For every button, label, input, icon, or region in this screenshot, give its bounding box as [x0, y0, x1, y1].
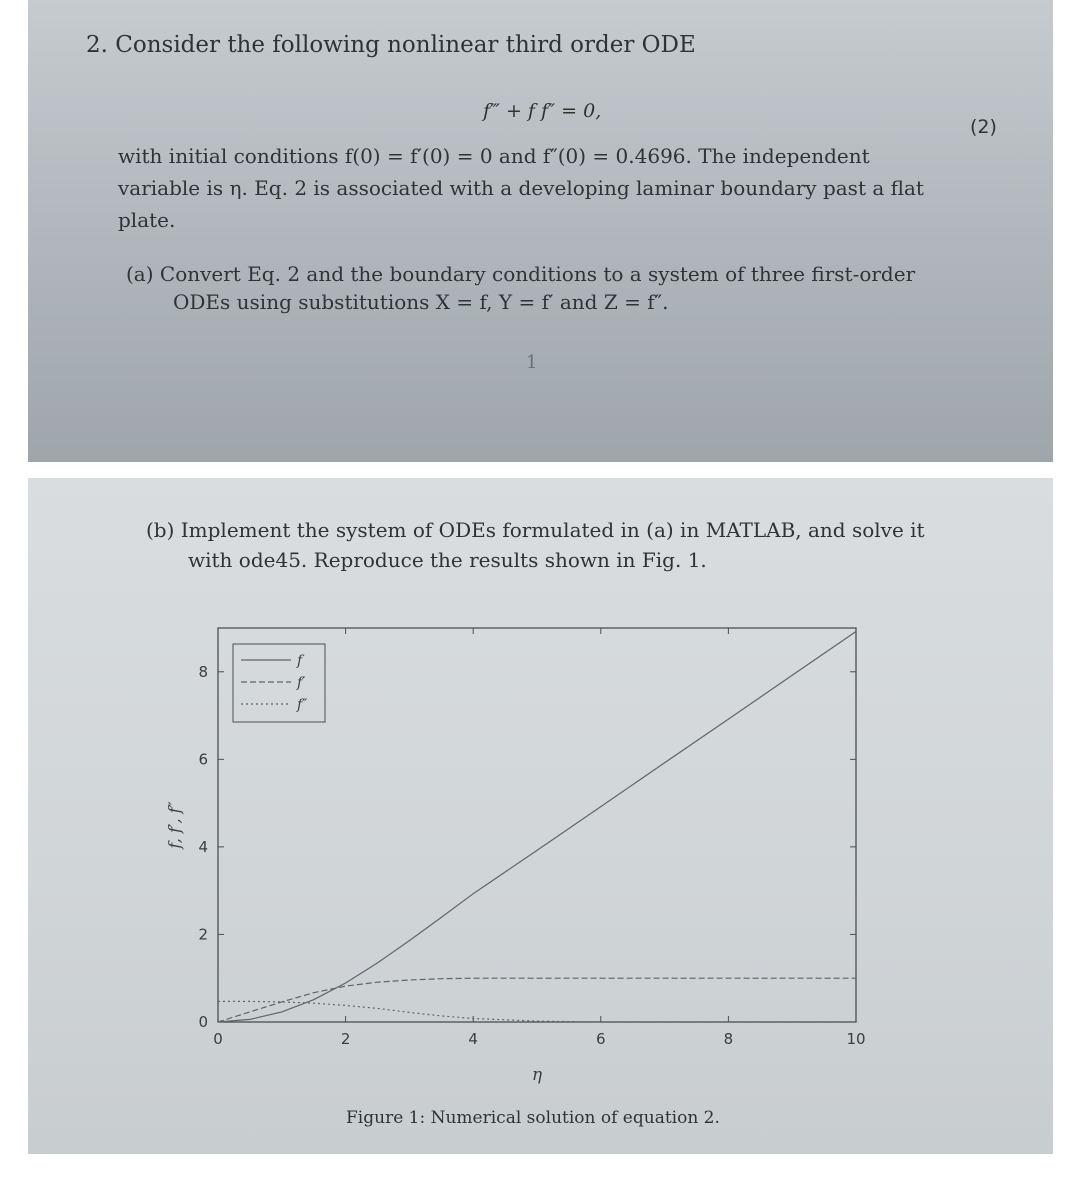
conditions-line-2: variable is η. Eq. 2 is associated with a developing laminar boundary past a flat	[118, 176, 924, 200]
y-tick-label: 0	[198, 1013, 208, 1031]
tick-labels	[198, 663, 865, 1048]
figure-caption: Figure 1: Numerical solution of equation 2.	[346, 1108, 720, 1128]
part-b-line-2: with ode45. Reproduce the results shown in Fig. 1.	[188, 548, 707, 572]
series-line-0	[218, 632, 856, 1023]
conditions-line-3: plate.	[118, 208, 176, 232]
legend-label: f′	[297, 675, 306, 691]
part-a-line-1: (a) Convert Eq. 2 and the boundary conditions to a system of three first-order	[126, 262, 916, 286]
axis-ticks	[218, 628, 856, 1022]
x-tick-label: 0	[213, 1030, 223, 1048]
y-tick-label: 8	[198, 662, 208, 681]
x-tick-label: 10	[846, 1030, 866, 1048]
legend-label: f	[297, 653, 303, 669]
x-tick-label: 2	[340, 1030, 351, 1048]
series-lines	[218, 632, 856, 1023]
conditions-line-1: with initial conditions f(0) = f′(0) = 0 and f″(0) = 0.4696. The independent	[118, 144, 870, 168]
x-tick-label: 6	[596, 1030, 606, 1048]
legend-box	[233, 644, 325, 722]
legend	[233, 644, 325, 722]
page-number: 1	[526, 352, 538, 373]
series-line-2	[218, 1001, 856, 1022]
x-tick-label: 4	[468, 1030, 478, 1048]
y-axis-label: f, f′, f″	[165, 801, 184, 849]
y-tick-label: 2	[198, 925, 208, 944]
part-b-line-1: (b) Implement the system of ODEs formulated in (a) in MATLAB, and solve it	[146, 518, 925, 542]
question-heading: 2. Consider the following nonlinear third order ODE	[86, 32, 696, 58]
lower-page-photo	[28, 478, 1053, 1154]
legend-label: f″	[297, 697, 308, 713]
y-tick-label: 6	[198, 750, 208, 769]
ode-equation: f‴ + f f″ = 0,	[483, 100, 602, 122]
x-tick-label: 8	[723, 1030, 734, 1048]
solution-chart	[28, 478, 1053, 1154]
y-tick-label: 4	[198, 837, 208, 856]
x-axis-label: η	[531, 1065, 543, 1085]
upper-page-photo	[28, 0, 1053, 462]
equation-number: (2)	[970, 116, 997, 138]
part-a-line-2: ODEs using substitutions X = f, Y = f′ and Z = f″.	[173, 290, 669, 314]
plot-frame	[218, 628, 856, 1022]
